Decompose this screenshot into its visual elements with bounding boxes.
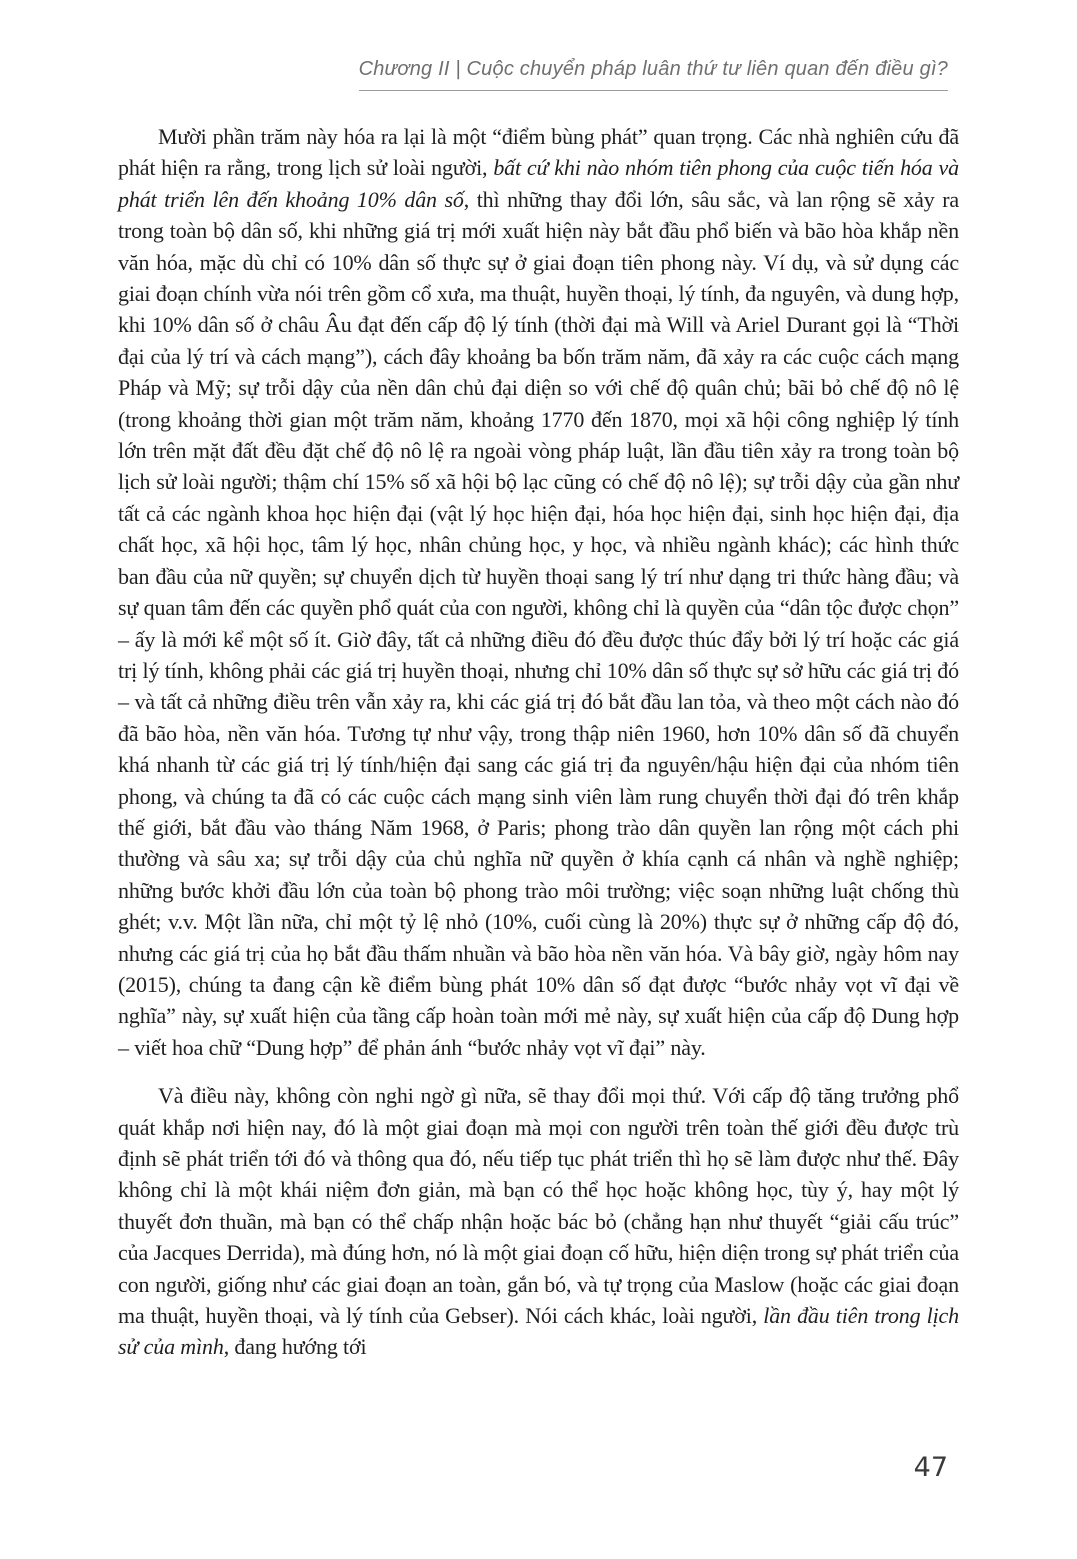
page-body [118,121,959,1363]
chapter-running-header: Chương II | Cuộc chuyển pháp luân thứ tư liên quan đến điều gì? [359,55,948,91]
text-run: Và điều này, không còn nghi ngờ gì nữa, sẽ thay đổi mọi thứ. Với cấp độ tăng trưởng phổ quát khắp nơi hiện nay, đó là một giai đoạn mà mọi con người trên toàn thế giới đều được trù định sẽ phát triển tới đó và thông qua đó, nếu tiếp tục phát triển thì họ sẽ làm được như thế. Đây không chỉ là một khái niệm đơn giản, mà bạn có thể học hoặc không học, tùy ý, hay một lý thuyết đơn thuần, mà bạn có thể chấp nhận hoặc bác bỏ (chẳng hạn như thuyết “giải cấu trúc” của Jacques Derrida), mà đúng hơn, nó là một giai đoạn cố hữu, hiện diện trong sự phát triển của con người, giống như các giai đoạn an toàn, gắn bó, và tự trọng của Maslow (hoặc các giai đoạn ma thuật, huyền thoại, và lý tính của Gebser). Nói cách khác, loài người, [118,1083,959,1329]
text-run: Mười phần trăm này hóa ra lại là một “điểm bùng phát” quan trọng. Các nhà nghiên cứu đã phát hiện ra rằng, trong lịch sử loài người, [118,124,959,181]
page-number: 47 [913,1452,948,1483]
paragraph [118,121,959,1063]
text-run: , đang hướng tới [223,1334,367,1360]
italic-text-run: bất cứ khi nào nhóm tiên phong của cuộc tiến hóa và phát triển lên đến khoảng 10% dân số [118,155,960,212]
running-header [118,55,948,91]
text-run: , thì những thay đổi lớn, sâu sắc, và lan rộng sẽ xảy ra trong toàn bộ dân số, khi những giá trị mới xuất hiện này bắt đầu phổ biến và bão hòa khắp nền văn hóa, mặc dù chỉ có 10% dân số thực sự ở giai đoạn tiên phong này. Ví dụ, và sử dụng các giai đoạn chính vừa nói trên gồm cổ xưa, ma thuật, huyền thoại, lý tính, đa nguyên, và dung hợp, khi 10% dân số ở châu Âu đạt đến cấp độ lý tính (thời đại mà Will và Ariel Durant gọi là “Thời đại của lý trí và cách mạng”), cách đây khoảng ba bốn trăm năm, đã xảy ra các cuộc cách mạng Pháp và Mỹ; sự trỗi dậy của nền dân chủ đại diện so với chế độ quân chủ; bãi bỏ chế độ nô lệ (trong khoảng thời gian một trăm năm, khoảng 1770 đến 1870, mọi xã hội công nghiệp lý tính lớn trên mặt đất đều đặt chế độ nô lệ ra ngoài vòng pháp luật, lần đầu tiên xảy ra trong toàn bộ lịch sử loài người; thậm chí 15% số xã hội bộ lạc cũng có chế độ nô lệ); sự trỗi dậy của gần như tất cả các ngành khoa học hiện đại (vật lý học hiện đại, hóa học hiện đại, sinh học hiện đại, địa chất học, xã hội học, tâm lý học, nhân chủng học, y học, và nhiều ngành khác); các hình thức ban đầu của nữ quyền; sự chuyển dịch từ huyền thoại sang lý trí như dạng tri thức hàng đầu; và sự quan tâm đến các quyền phổ quát của con người, không chỉ là quyền của “dân tộc được chọn” – ấy là mới kể một số ít. Giờ đây, tất cả những điều đó đều được thúc đẩy bởi lý trí hoặc các giá trị lý tính, không phải các giá trị huyền thoại, nhưng chỉ 10% dân số thực sự sở hữu các giá trị đó – và tất cả những điều trên vẫn xảy ra, khi các giá trị đó bắt đầu lan tỏa, và theo một cách nào đó đã bão hòa, nền văn hóa. Tương tự như vậy, trong thập niên 1960, hơn 10% dân số đã chuyển khá nhanh từ các giá trị lý tính/hiện đại sang các giá trị đa nguyên/hậu hiện đại của nhóm tiên phong, và chúng ta đã có các cuộc cách mạng sinh viên làm rung chuyển thời đại đó trên khắp thế giới, bắt đầu vào tháng Năm 1968, ở Paris; phong trào dân quyền lan rộng một cách phi thường và sâu xa; sự trỗi dậy của chủ nghĩa nữ quyền ở khía cạnh cá nhân và nghề nghiệp; những bước khởi đầu lớn của toàn bộ phong trào môi trường; việc soạn những luật chống thù ghét; v.v. Một lần nữa, chỉ một tỷ lệ nhỏ (10%, cuối cùng là 20%) thực sự ở những cấp độ đó, nhưng các giá trị của họ bắt đầu thấm nhuần và bão hòa nền văn hóa. Và bây giờ, ngày hôm nay (2015), chúng ta đang cận kề điểm bùng phát 10% dân số đạt được “bước nhảy vọt vĩ đại về nghĩa” này, sự xuất hiện của tầng cấp hoàn toàn mới mẻ này, sự xuất hiện của cấp độ Dung hợp – viết hoa chữ “Dung hợp” để phản ánh “bước nhảy vọt vĩ đại” này. [118,186,959,1060]
paragraph [118,1080,959,1363]
page-footer [118,1452,948,1484]
italic-text-run: lần đầu tiên trong lịch sử của mình [118,1303,960,1360]
